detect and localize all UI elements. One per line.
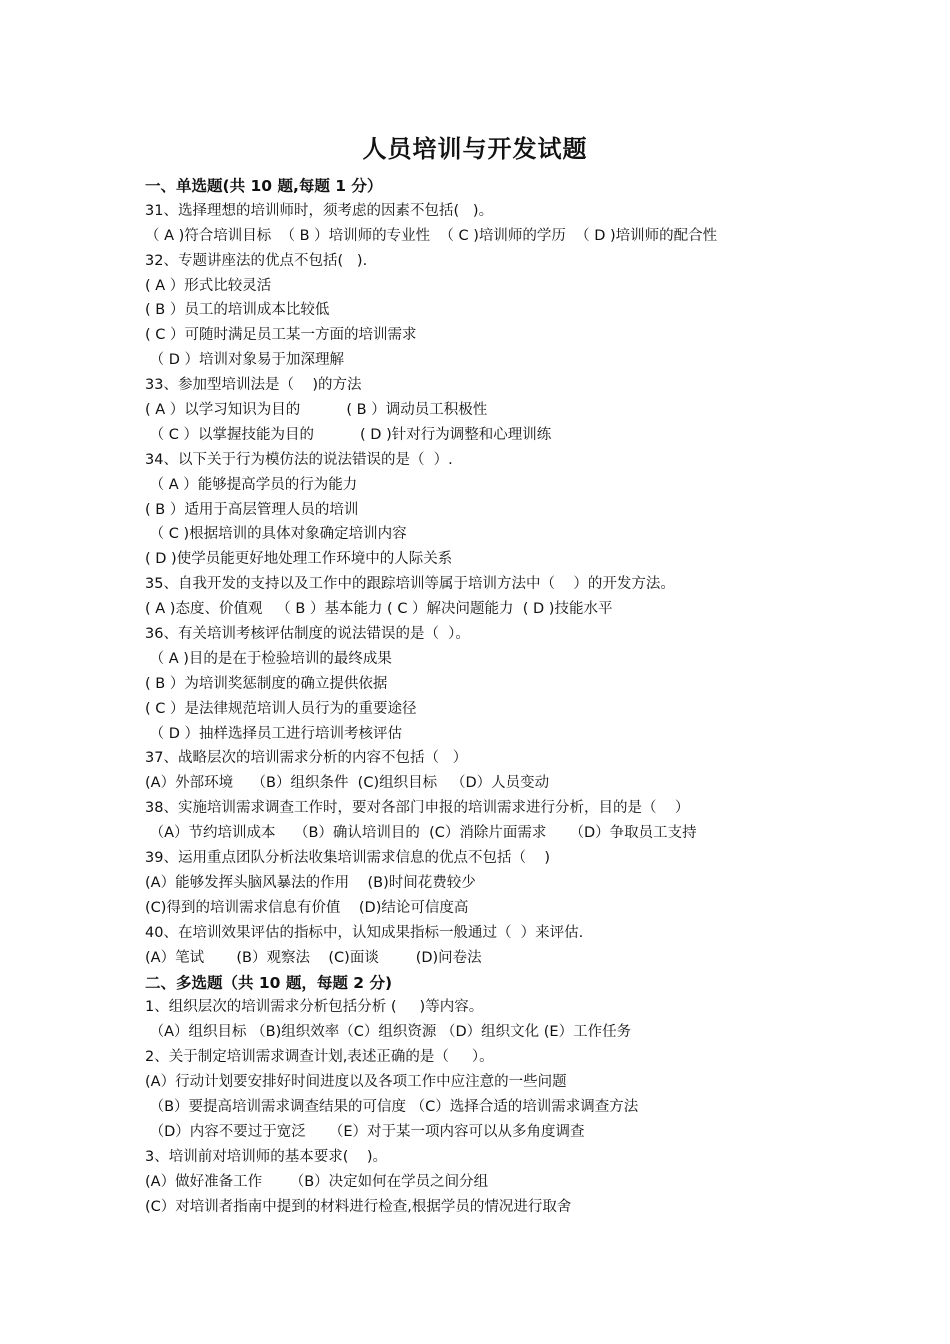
document-title: 人员培训与开发试题	[362, 135, 588, 163]
option-line: (A）外部环境 （B）组织条件 (C)组织目标 （D）人员变动	[145, 775, 550, 792]
option-line: （A）组织目标 （B)组织效率（C）组织资源 （D）组织文化 (E）工作任务	[145, 1024, 632, 1041]
question-text: 40、在培训效果评估的指标中，认知成果指标一般通过（ ）来评估.	[145, 924, 584, 941]
option-line: (A）笔试 (B）观察法 (C)面谈 (D)问卷法	[145, 949, 482, 966]
option-line: ( D )使学员能更好地处理工作环境中的人际关系	[145, 551, 453, 568]
question-text: 33、参加型培训法是（ )的方法	[145, 377, 362, 394]
option-line: （ C )根据培训的具体对象确定培训内容	[145, 526, 407, 543]
option-line: ( C ）可随时满足员工某一方面的培训需求	[145, 327, 417, 344]
option-line: （ D ）培训对象易于加深理解	[145, 352, 344, 369]
option-line: (A）能够发挥头脑风暴法的作用 (B)时间花费较少	[145, 874, 476, 891]
option-line: ( B ）为培训奖惩制度的确立提供依据	[145, 675, 388, 692]
question-text: 34、以下关于行为模仿法的说法错误的是（ ）.	[145, 451, 453, 468]
option-line: (A）行动计划要安排好时间进度以及各项工作中应注意的一些问题	[145, 1074, 567, 1091]
option-line: (C)得到的培训需求信息有价值 (D)结论可信度高	[145, 899, 469, 916]
question-text: 31、选择理想的培训师时，须考虑的因素不包括( )。	[145, 202, 494, 219]
option-line: （D）内容不要过于宽泛 （E）对于某一项内容可以从多角度调查	[145, 1123, 585, 1140]
option-line: (A）做好准备工作 （B）决定如何在学员之间分组	[145, 1173, 489, 1190]
question-text: 2、关于制定培训需求调查计划,表述正确的是（ ）。	[145, 1049, 494, 1066]
option-line: （ A )符合培训目标 （ B ）培训师的专业性 （ C )培训师的学历 （ D )培训师的配合性	[145, 227, 718, 244]
document-body	[145, 174, 825, 1219]
question-text: 39、运用重点团队分析法收集培训需求信息的优点不包括（ )	[145, 850, 551, 867]
option-line: (C）对培训者指南中提到的材料进行检查,根据学员的情况进行取舍	[145, 1198, 572, 1215]
option-line: ( B ）适用于高层管理人员的培训	[145, 501, 359, 518]
option-line: ( B ）员工的培训成本比较低	[145, 302, 330, 319]
section-heading: 一、单选题(共 10 题,每题 1 分）	[145, 177, 383, 195]
question-text: 1、组织层次的培训需求分析包括分析 ( )等内容。	[145, 999, 484, 1016]
question-text: 3、培训前对培训师的基本要求( )。	[145, 1148, 387, 1165]
question-text: 38、实施培训需求调查工作时，要对各部门申报的培训需求进行分析，目的是（ ）	[145, 800, 690, 817]
question-text: 32、专题讲座法的优点不包括( ).	[145, 252, 368, 269]
option-line: ( A )态度、价值观 （ B ）基本能力 ( C ）解决问题能力 ( D )技能水平	[145, 601, 613, 618]
option-line: （ D ）抽样选择员工进行培训考核评估	[145, 725, 402, 742]
question-text: 36、有关培训考核评估制度的说法错误的是（ ）。	[145, 626, 470, 643]
option-line: ( C ）是法律规范培训人员行为的重要途径	[145, 700, 417, 717]
question-text: 35、自我开发的支持以及工作中的跟踪培训等属于培训方法中（ ）的开发方法。	[145, 576, 675, 593]
option-line: （B）要提高培训需求调查结果的可信度 （C）选择合适的培训需求调查方法	[145, 1098, 639, 1115]
option-line: ( A ）以学习知识为目的 ( B ）调动员工积极性	[145, 402, 488, 419]
option-line: ( A ）形式比较灵活	[145, 277, 272, 294]
option-line: （A）节约培训成本 （B）确认培训目的 (C）消除片面需求 （D）争取员工支持	[145, 825, 697, 842]
option-line: （ A )目的是在于检验培训的最终成果	[145, 650, 392, 667]
option-line: （ C ）以掌握技能为目的 ( D )针对行为调整和心理训练	[145, 426, 552, 443]
question-text: 37、战略层次的培训需求分析的内容不包括（ ）	[145, 750, 468, 767]
section-heading: 二、多选题（共 10 题，每题 2 分)	[145, 973, 393, 992]
option-line: （ A ）能够提高学员的行为能力	[145, 476, 358, 493]
